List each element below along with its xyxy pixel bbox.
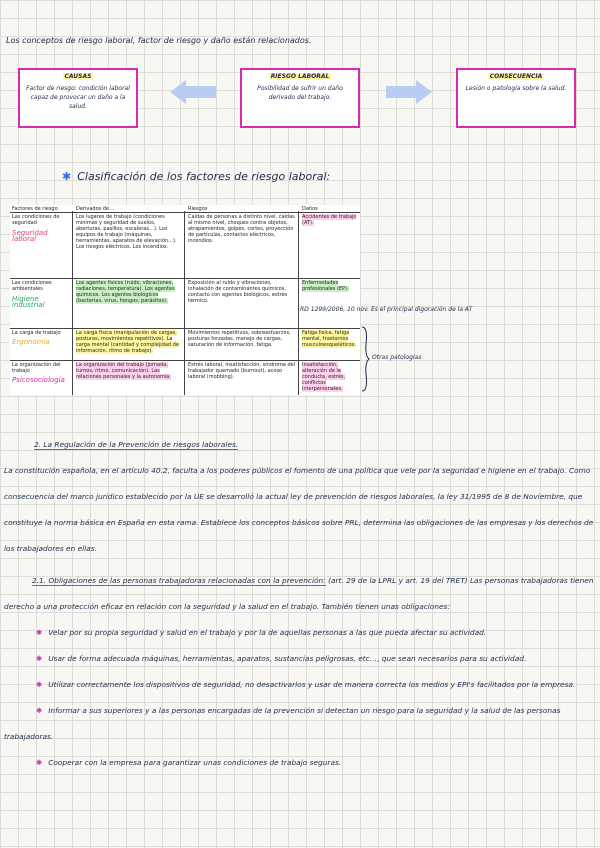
row-risks: Estrés laboral, insatisfacción, síndrome del trabajador quemado (burnout), acoso laboral (mobbing). (188, 362, 296, 380)
row-description: Las condiciones de seguridad (12, 214, 60, 226)
heading-21: 2.1. Obligaciones de las personas trabajadoras relacionadas con la prevención: (32, 576, 326, 585)
riesgo-laboral-box (240, 68, 360, 128)
table-row (10, 212, 360, 279)
left-arrow-icon (170, 80, 216, 104)
bullet-text: Usar de forma adecuada máquinas, herramientas, aparatos, sustancias peligrosas, etc…, que sean necesarios para su actividad. (48, 654, 527, 663)
star-bullet-icon: ✱ (36, 654, 43, 663)
star-bullet-icon: ✱ (36, 680, 43, 689)
table-row (10, 278, 360, 329)
derived-text: La organización del trabajo (jornada, turnos, ritmo, comunicación). Las relaciones personales y la autonomía. (76, 362, 171, 380)
star-bullet-icon: ✱ (36, 758, 43, 767)
table-header: Daños (302, 206, 318, 212)
damage-text: Insatisfacción, alteración de la conducta, estrés, conflictos interpersonales. (302, 362, 346, 392)
row-derived: Los lugares de trabajo (condiciones mínimas y seguridad de suelos, aberturas, pasillos, escaleras…). Los equipos de trabajo (máquinas, herramientas, aparatos de elevación…). Los riesgos eléctricos. Los incendios. (76, 214, 177, 250)
row-category: Seguridad laboral (12, 229, 48, 243)
obligations-block (4, 568, 596, 620)
bullet-list (4, 620, 596, 776)
row-description: La carga de trabajo (12, 330, 61, 336)
consecuencia-box (456, 68, 576, 128)
bullet-text: Velar por su propia seguridad y salud en el trabajo y por la de aquellas personas a las que pueda afectar su actividad. (48, 628, 487, 637)
row-risks: Movimientos repetitivos, sobreesfuerzos, posturas forzadas, manejo de cargas, saturación de información, fatiga. (188, 330, 291, 348)
rd-note: RD 1299/2006, 10 nov. Es el principal digoración de la AT (300, 306, 473, 313)
bullet-text: Cooperar con la empresa para garantizar unas condiciones de trabajo seguras. (48, 758, 342, 767)
table-row (10, 328, 360, 361)
derived-text: Los agentes físicos (ruido, vibraciones, radiaciones, temperatura). Los agentes químicos. Los agentes biológicos (bacterias, virus, hongos, parásitos). (76, 280, 175, 304)
heading-2 (34, 438, 594, 452)
row-category: Psicosociología (12, 376, 65, 384)
box-body: Lesión o patología sobre la salud. (465, 85, 567, 92)
box-title: CONSECUENCIA (489, 73, 543, 80)
row-derived (74, 279, 184, 327)
row-description: Las condiciones ambientales (12, 280, 52, 292)
table-header: Riesgos (188, 206, 208, 212)
bullet-text: Informar a sus superiores y a las personas encargadas de la prevención si detectan un riesgo para la seguridad y la salud de las personas trabajadoras. (4, 706, 561, 741)
classification-table (10, 205, 360, 395)
star-icon: ✱ (62, 170, 72, 183)
box-title: CAUSAS (64, 73, 92, 80)
star-bullet-icon: ✱ (36, 628, 43, 637)
otras-note: Otras patologías (372, 354, 422, 361)
paragraph-2: (art. 29 de la LPRL y art. 19 del TRET) Las personas trabajadoras tienen derecho a una protección eficaz en relación con la seguridad y la salud en el trabajo. También tienen unas obligaciones: (4, 576, 594, 611)
row-description: La organización del trabajo (12, 362, 61, 374)
brace-icon (360, 326, 370, 392)
row-damages (300, 213, 360, 227)
damage-text: Accidentes de trabajo (AT). (302, 214, 357, 226)
star-bullet-icon: ✱ (36, 706, 43, 715)
list-item (4, 672, 596, 698)
row-derived (74, 361, 184, 394)
paragraph-1: La constitución española, en el artículo 40.2, faculta a los poderes públicos el fomento de una política que vele por la seguridad e higiene en el trabajo. Como consecuencia del marco jurídico establecido por la UE se desarrolló la actual ley de prevención de riesgos laborales, la ley 31/1995 de 8 de Noviembre, que constituye la norma básica en España en esta rama. Establece los conceptos básicos sobre PRL, determina las obligaciones de las empresas y los derechos de los trabajadores en ellas. (4, 466, 594, 553)
table-header: Factores de riesgo (12, 206, 58, 212)
row-category: Ergonomía (12, 338, 50, 346)
row-category: Higiene industrial (12, 295, 45, 309)
box-body: Factor de riesgo: condición laboral capaz de provocar un daño a la salud. (26, 85, 130, 110)
damage-text: Enfermedades profesionales (EP). (302, 280, 349, 292)
list-item (4, 646, 596, 672)
section-title-text: Clasificación de los factores de riesgo laboral: (77, 170, 331, 183)
row-damages (300, 329, 360, 359)
heading-2-text: 2. La Regulación de la Prevención de riesgos laborales. (34, 440, 239, 449)
right-arrow-icon (386, 80, 432, 104)
list-item (4, 620, 596, 646)
list-item (4, 698, 596, 750)
row-damages (300, 361, 360, 394)
table-row (10, 360, 360, 396)
box-body: Posibilidad de sufrir un daño derivado del trabajo. (257, 85, 343, 101)
damage-text: Fatiga física, fatiga mental, trastornos musculoesqueléticos. (302, 330, 356, 348)
box-title: RIESGO LABORAL (270, 73, 330, 80)
bullet-text: Utilizar correctamente los dispositivos de seguridad, no desactivarlos y usar de manera correcta los medios y EPI's facilitados por la empresa. (48, 680, 576, 689)
row-risks: Caídas de personas a distinto nivel, caídas al mismo nivel, choques contra objetos, atrapamientos, golpes, cortes, proyección de partículas, contactos eléctricos, incendios. (188, 214, 295, 244)
intro-text: Los conceptos de riesgo laboral, factor de riesgo y daño están relacionados. (6, 36, 312, 45)
derived-text: La carga física (manipulación de cargas, posturas, movimientos repetitivos). La carga mental (cantidad y complejidad de información, ritmo de trabajo). (76, 330, 179, 354)
section-title (62, 170, 330, 183)
row-derived (74, 329, 184, 359)
row-risks: Exposición al ruido y vibraciones, inhalación de contaminantes químicos, contacto con agentes biológicos, estrés térmico. (188, 280, 288, 304)
row-damages (300, 279, 360, 293)
causas-box (18, 68, 138, 128)
list-item (4, 750, 596, 776)
table-header: Derivados de… (76, 206, 115, 212)
